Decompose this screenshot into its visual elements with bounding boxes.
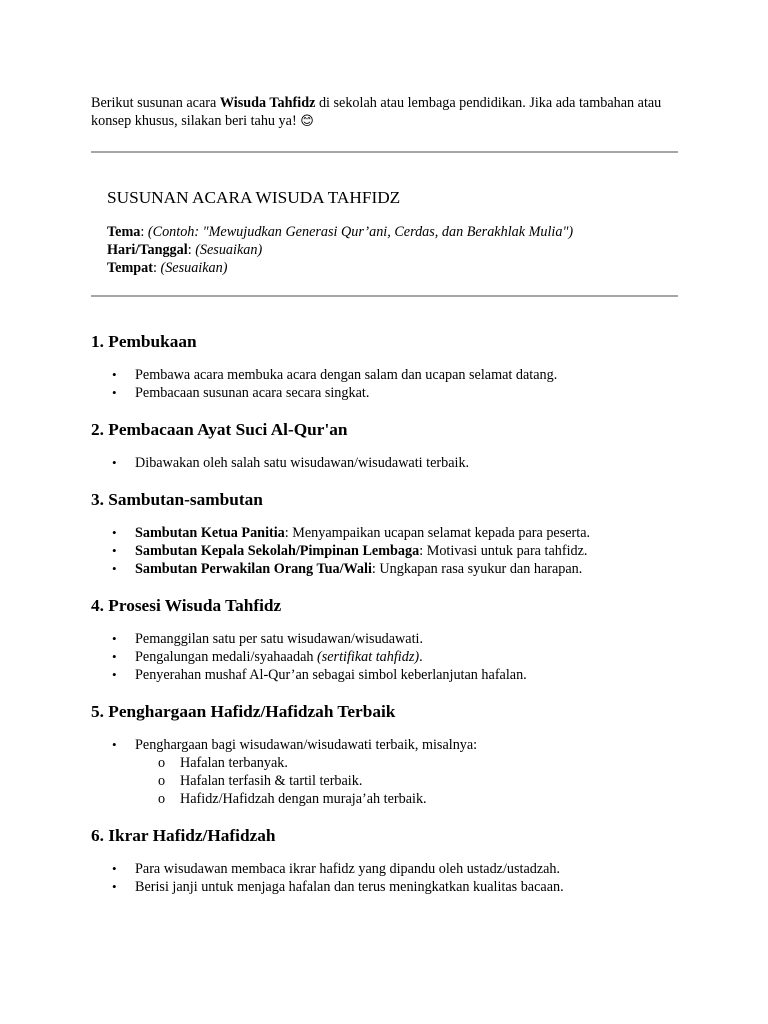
list-item: [112, 736, 691, 808]
bullet-icon: •: [112, 525, 117, 540]
bullet-icon: •: [112, 737, 117, 752]
list-item-italic: (sertifikat tahfidz): [317, 649, 420, 665]
section-heading-ikrar: 6. Ikrar Hafidz/Hafidzah: [91, 826, 276, 845]
section-heading-pembukaan: 1. Pembukaan: [91, 332, 197, 351]
bullet-icon: •: [112, 385, 117, 400]
section-list-pembacaan-ayat: [91, 454, 691, 472]
list-item-text: Berisi janji untuk menjaga hafalan dan terus meningkatkan kualitas bacaan.: [135, 879, 564, 895]
section-heading-sambutan: 3. Sambutan-sambutan: [91, 490, 263, 509]
list-item: [112, 648, 691, 666]
list-item: [112, 542, 691, 560]
meta-tempat-row: Tempat: (Sesuaikan): [107, 260, 228, 276]
intro-bold-event: Wisuda Tahfidz: [219, 95, 316, 111]
list-item-bold: Sambutan Kepala Sekolah/Pimpinan Lembaga: [135, 543, 420, 559]
sub-list-item-text: Hafidz/Hafidzah dengan muraja’ah terbaik.: [180, 791, 427, 807]
section-list-ikrar: [91, 860, 691, 896]
intro-paragraph: [91, 94, 681, 131]
title-block: [91, 187, 691, 277]
document-title: SUSUNAN ACARA WISUDA TAHFIDZ: [107, 188, 401, 207]
list-item: [112, 454, 691, 472]
bullet-icon: •: [112, 543, 117, 558]
section-list-penghargaan: [91, 736, 691, 808]
horizontal-divider: [91, 295, 678, 297]
bullet-icon: •: [112, 861, 117, 876]
smiley-emoji-icon: 😊: [300, 114, 314, 129]
section-heading-prosesi-wisuda: 4. Prosesi Wisuda Tahfidz: [91, 596, 282, 615]
list-item-text: : Menyampaikan ucapan selamat kepada para peserta.: [284, 525, 591, 541]
bullet-icon: •: [112, 455, 117, 470]
section-list-sambutan: [91, 524, 691, 578]
bullet-icon: •: [112, 367, 117, 382]
meta-hari-row: Hari/Tanggal: (Sesuaikan): [107, 242, 263, 258]
list-item-text: Dibawakan oleh salah satu wisudawan/wisudawati terbaik.: [135, 455, 470, 471]
list-item: [112, 878, 691, 896]
bullet-icon: •: [112, 631, 117, 646]
list-item-text: Pemanggilan satu per satu wisudawan/wisudawati.: [135, 631, 424, 647]
section-list-prosesi-wisuda: [91, 630, 691, 684]
event-meta: [107, 223, 691, 277]
list-item-bold: Sambutan Ketua Panitia: [135, 525, 285, 541]
sub-bullet-icon: o: [158, 773, 166, 789]
meta-tema-row: Tema: (Contoh: "Mewujudkan Generasi Qur’ani, Cerdas, dan Berakhlak Mulia"): [107, 224, 574, 240]
sub-list-item-text: Hafalan terbanyak.: [180, 755, 288, 771]
list-item-text: : Ungkapan rasa syukur dan harapan.: [371, 561, 583, 577]
list-item-bold: Sambutan Perwakilan Orang Tua/Wali: [135, 561, 372, 577]
list-item-text: Pengalungan medali/syahaadah: [135, 649, 318, 665]
bullet-icon: •: [112, 667, 117, 682]
intro-text-before: Berikut susunan acara: [91, 95, 220, 111]
bullet-icon: •: [112, 879, 117, 894]
meta-tempat-label: Tempat: [107, 260, 153, 276]
list-item: [112, 366, 691, 384]
list-item: [112, 666, 691, 684]
list-item-text: Pembacaan susunan acara secara singkat.: [135, 385, 370, 401]
list-item-text: Para wisudawan membaca ikrar hafidz yang dipandu oleh ustadz/ustadzah.: [135, 861, 561, 877]
meta-tempat-value: (Sesuaikan): [160, 260, 228, 276]
list-item: [112, 560, 691, 578]
list-item: [112, 630, 691, 648]
list-item: [112, 860, 691, 878]
sub-list-item: [158, 754, 691, 772]
sub-list: [135, 754, 691, 808]
meta-tema-label: Tema: [107, 224, 141, 240]
list-item: [112, 524, 691, 542]
sub-bullet-icon: o: [158, 755, 166, 771]
sub-list-item: [158, 790, 691, 808]
list-item: [112, 384, 691, 402]
list-item-text: Penghargaan bagi wisudawan/wisudawati terbaik, misalnya:: [135, 737, 478, 753]
section-heading-penghargaan: 5. Penghargaan Hafidz/Hafidzah Terbaik: [91, 702, 396, 721]
sub-list-item: [158, 772, 691, 790]
sub-bullet-icon: o: [158, 791, 166, 807]
section-heading-pembacaan-ayat: 2. Pembacaan Ayat Suci Al-Qur'an: [91, 420, 348, 439]
bullet-icon: •: [112, 649, 117, 664]
horizontal-divider: [91, 151, 678, 153]
meta-hari-label: Hari/Tanggal: [107, 242, 188, 258]
list-item-text-end: .: [419, 649, 423, 665]
list-item-text: Penyerahan mushaf Al-Qur’an sebagai simbol keberlanjutan hafalan.: [135, 667, 527, 683]
document-page: [91, 94, 691, 896]
bullet-icon: •: [112, 561, 117, 576]
meta-hari-value: (Sesuaikan): [195, 242, 263, 258]
list-item-text: : Motivasi untuk para tahfidz.: [419, 543, 588, 559]
list-item-text: Pembawa acara membuka acara dengan salam dan ucapan selamat datang.: [135, 367, 558, 383]
sub-list-item-text: Hafalan terfasih & tartil terbaik.: [180, 773, 363, 789]
meta-tema-value: (Contoh: "Mewujudkan Generasi Qur’ani, Cerdas, dan Berakhlak Mulia"): [147, 224, 574, 240]
intro-text-after: di sekolah atau lembaga pendidikan. Jika ada tambahan atau konsep khusus, silakan beri tahu ya!: [91, 95, 662, 129]
section-list-pembukaan: [91, 366, 691, 402]
